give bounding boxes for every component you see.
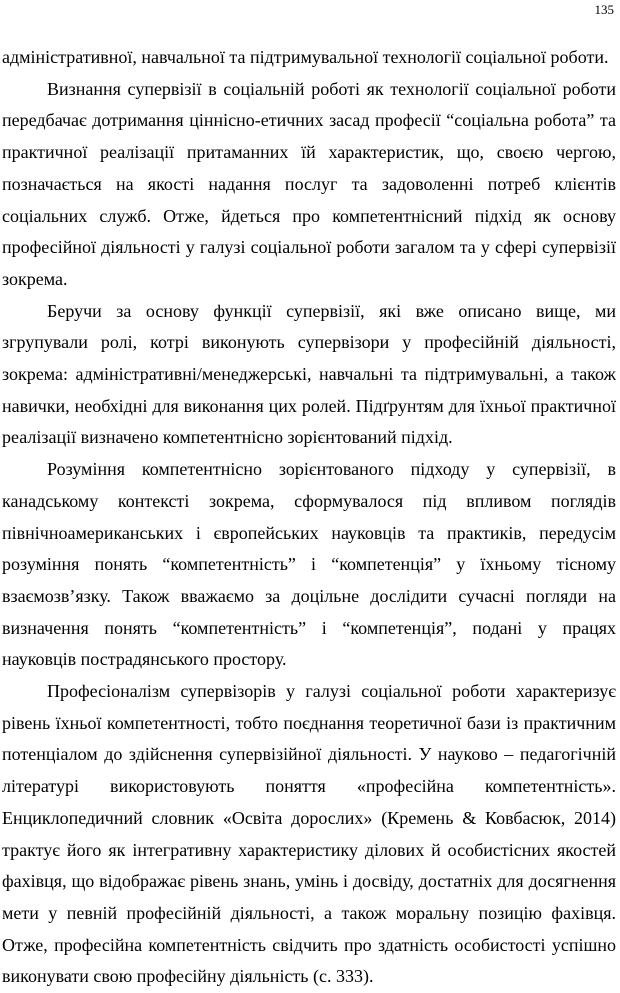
paragraph-supervisor-roles: Беручи за основу функції супервізії, які вже описано вище, ми згрупували ролі, котрі виконують супервізори у професійній діяльності, зокрема: адміністративні/менеджерські, навчальні та підтримувальні, а також навички, необхідні для виконання цих ролей. Підґрунтям для їхньої практичної реалізації визначено компетентнісно зорієнтований підхід. (2, 300, 616, 448)
page-body (2, 42, 616, 993)
paragraph-competence-approach: Розуміння компетентнісно зорієнтованого підходу у супервізії, в канадському контексті зокрема, сформувалося під впливом поглядів північноамериканських і європейських науковців та практиків, передусім розуміння понять “компетентність” і “компетенція” у їхньому тісному взаємозв’язку. Також вважаємо за доцільне дослідити сучасні погляди на визначення понять “компетентність” і “компетенція”, подані у працях науковців пострадянського простору. (2, 459, 616, 670)
paragraph-continuation: адміністративної, навчальної та підтримувальної технології соціальної роботи. (2, 47, 609, 67)
paragraph-supervision-recognition: Визнання супервізії в соціальній роботі як технології соціальної роботи передбачає дотримання ціннісно-етичних засад професії “соціальна робота” та практичної реалізації притаманних їй характеристик, що, своєю чергою, позначається на якості надання послуг та задоволенні потреб клієнтів соціальних служб. Отже, йдеться про компетентнісний підхід як основу професійної діяльності у галузі соціальної роботи загалом та у сфері супервізії зокрема. (2, 78, 616, 289)
paragraph-professionalism: Професіоналізм супервізорів у галузі соціальної роботи характеризує рівень їхньої компетентності, тобто поєднання теоретичної бази із практичним потенціалом до здійснення супервізійної діяльності. У науково – педагогічній літературі використовують поняття «професійна компетентність». Енциклопедичний словник «Освіта дорослих» (Кремень & Ковбасюк, 2014) трактує його як інтегративну характеристику ділових й особистісних якостей фахівця, що відображає рівень знань, умінь і досвіду, достатніх для досягнення мети у певній професійній діяльності, а також моральну позицію фахівця. Отже, професійна компетентність свідчить про здатність особистості успішно виконувати свою професійну діяльність (с. 333). (2, 681, 616, 987)
page-number: 135 (594, 2, 614, 17)
